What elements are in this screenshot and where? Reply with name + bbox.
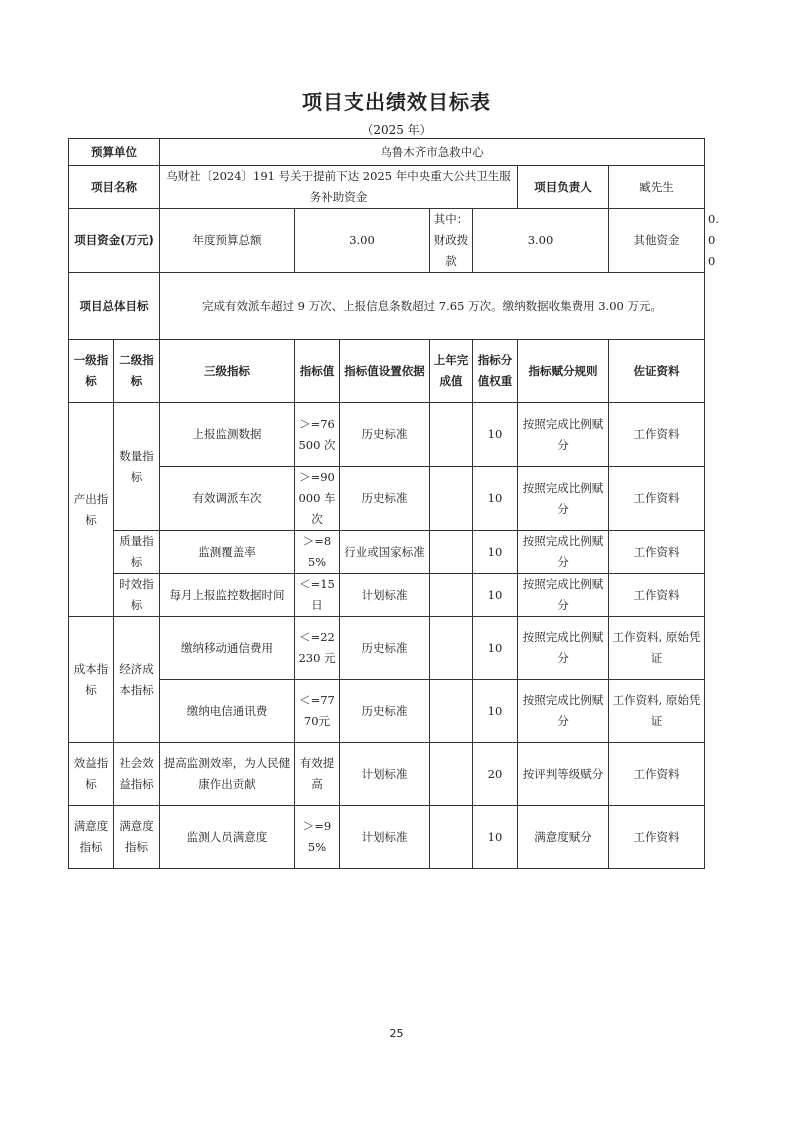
indicator-value: ＜=7770元 xyxy=(295,680,340,743)
level2-cost-economic: 经济成本指标 xyxy=(114,617,160,743)
overall-goal-label: 项目总体目标 xyxy=(69,273,160,340)
level1-satisfaction: 满意度指标 xyxy=(69,806,114,869)
level2-output-timeliness: 时效指标 xyxy=(114,574,160,617)
annual-budget-value: 3.00 xyxy=(295,209,430,273)
indicator-last-year xyxy=(430,467,473,531)
page-number: 25 xyxy=(389,1027,404,1040)
level2-output-quantity: 数量指标 xyxy=(114,403,160,531)
indicator-rule: 按照完成比例赋分 xyxy=(518,531,609,574)
indicator-basis: 历史标准 xyxy=(340,403,430,467)
indicator-value: ＞=95% xyxy=(295,806,340,869)
table-row xyxy=(69,467,705,531)
indicator-value: 有效提高 xyxy=(295,743,340,806)
indicator-rule: 按评判等级赋分 xyxy=(518,743,609,806)
indicator-last-year xyxy=(430,743,473,806)
indicator-evidence: 工作资料 xyxy=(609,403,705,467)
overall-goal-value: 完成有效派车超过 9 万次、上报信息条数超过 7.65 万次。缴纳数据收集费用 3.00 万元。 xyxy=(160,273,705,340)
indicator-weight: 20 xyxy=(473,743,518,806)
project-owner-value: 臧先生 xyxy=(609,166,705,209)
indicator-evidence: 工作资料 xyxy=(609,806,705,869)
table-row xyxy=(69,806,705,869)
indicator-basis: 计划标准 xyxy=(340,574,430,617)
project-owner-label: 项目负责人 xyxy=(518,166,609,209)
table-row xyxy=(69,617,705,680)
header-level2: 二级指标 xyxy=(114,340,160,403)
table-row xyxy=(69,531,705,574)
document-year: （2025 年） xyxy=(361,123,432,137)
indicator-basis: 计划标准 xyxy=(340,743,430,806)
header-scoring: 指标赋分规则 xyxy=(518,340,609,403)
indicator-basis: 历史标准 xyxy=(340,467,430,531)
indicator-name: 有效调派车次 xyxy=(160,467,295,531)
indicator-name: 缴纳移动通信费用 xyxy=(160,617,295,680)
indicator-rule: 按照完成比例赋分 xyxy=(518,403,609,467)
header-level3: 三级指标 xyxy=(160,340,295,403)
indicator-value: ＜=22230 元 xyxy=(295,617,340,680)
indicator-weight: 10 xyxy=(473,531,518,574)
budget-unit-label: 预算单位 xyxy=(69,139,160,166)
indicator-name: 缴纳电信通讯费 xyxy=(160,680,295,743)
indicator-value: ＞=85% xyxy=(295,531,340,574)
indicator-name: 提高监测效率，为人民健康作出贡献 xyxy=(160,743,295,806)
level1-cost: 成本指标 xyxy=(69,617,114,743)
indicator-evidence: 工作资料 xyxy=(609,531,705,574)
indicator-rule: 满意度赋分 xyxy=(518,806,609,869)
table-row xyxy=(69,403,705,467)
level2-satisfaction: 满意度指标 xyxy=(114,806,160,869)
level2-benefit-social: 社会效益指标 xyxy=(114,743,160,806)
indicator-weight: 10 xyxy=(473,617,518,680)
indicator-value: ＜=15日 xyxy=(295,574,340,617)
indicator-basis: 历史标准 xyxy=(340,617,430,680)
indicator-evidence: 工作资料 xyxy=(609,743,705,806)
header-weight: 指标分值权重 xyxy=(473,340,518,403)
level1-output: 产出指标 xyxy=(69,403,114,617)
indicator-last-year xyxy=(430,403,473,467)
project-funds-label: 项目资金(万元) xyxy=(69,209,160,273)
indicator-last-year xyxy=(430,680,473,743)
indicator-value: ＞=90000 车次 xyxy=(295,467,340,531)
indicator-name: 上报监测数据 xyxy=(160,403,295,467)
indicator-evidence: 工作资料 xyxy=(609,574,705,617)
indicator-last-year xyxy=(430,574,473,617)
table-row xyxy=(69,680,705,743)
header-basis: 指标值设置依据 xyxy=(340,340,430,403)
table-row xyxy=(69,574,705,617)
fiscal-allocation-label: 其中：财政拨款 xyxy=(430,209,473,273)
indicator-name: 每月上报监控数据时间 xyxy=(160,574,295,617)
indicator-last-year xyxy=(430,531,473,574)
header-evidence: 佐证资料 xyxy=(609,340,705,403)
indicator-weight: 10 xyxy=(473,574,518,617)
indicator-rule: 按照完成比例赋分 xyxy=(518,617,609,680)
indicator-value: ＞=76500 次 xyxy=(295,403,340,467)
indicator-evidence: 工作资料, 原始凭证 xyxy=(609,680,705,743)
header-level1: 一级指标 xyxy=(69,340,114,403)
header-last-year: 上年完成值 xyxy=(430,340,473,403)
indicator-last-year xyxy=(430,617,473,680)
indicator-basis: 行业或国家标准 xyxy=(340,531,430,574)
indicator-basis: 历史标准 xyxy=(340,680,430,743)
annual-budget-label: 年度预算总额 xyxy=(160,209,295,273)
indicator-last-year xyxy=(430,806,473,869)
indicator-name: 监测人员满意度 xyxy=(160,806,295,869)
project-name-value: 乌财社〔2024〕191 号关于提前下达 2025 年中央重大公共卫生服务补助资金 xyxy=(160,166,518,209)
project-name-label: 项目名称 xyxy=(69,166,160,209)
indicator-weight: 10 xyxy=(473,680,518,743)
indicator-weight: 10 xyxy=(473,467,518,531)
budget-unit-value: 乌鲁木齐市急救中心 xyxy=(160,139,705,166)
indicator-name: 监测覆盖率 xyxy=(160,531,295,574)
indicator-evidence: 工作资料 xyxy=(609,467,705,531)
indicator-rule: 按照完成比例赋分 xyxy=(518,680,609,743)
fiscal-allocation-value: 3.00 xyxy=(473,209,609,273)
header-target-value: 指标值 xyxy=(295,340,340,403)
indicator-evidence: 工作资料, 原始凭证 xyxy=(609,617,705,680)
table-row xyxy=(69,743,705,806)
document-title: 项目支出绩效目标表 xyxy=(302,90,491,114)
indicator-weight: 10 xyxy=(473,806,518,869)
other-funds-label: 其他资金 xyxy=(609,209,705,273)
level2-output-quality: 质量指标 xyxy=(114,531,160,574)
indicator-weight: 10 xyxy=(473,403,518,467)
indicator-rule: 按照完成比例赋分 xyxy=(518,467,609,531)
indicator-rule: 按照完成比例赋分 xyxy=(518,574,609,617)
performance-target-table: 预算单位 乌鲁木齐市急救中心 项目名称 乌财社〔2024〕191 号关于提前下达 2025 年中央重大公共卫生服务补助资金 项目负责人 臧先生 项目资金(万元) 年度预算总额 3.00 其中：财政拨款 3.00 其他资金 0.00 项目总体目标 完成有效派车超过 9 万次、上报信息条数超过 7.65 万次。缴纳数据收集费用 3.00 万元。 一级指标 二级指标 三级指标 指标值 指标值设置依据 上年完成值 指标分值权重 指标赋分规则 佐证资料 产出指标 数量指标 上报监测数据 ＞=76500 次 历史标准 10 按照完成比例赋分 工作资料 有效调派车次 ＞=90000 车次 历史标准 10 按照完成比例赋分 工作资料 质量指标 监测覆盖率 ＞=85% 行业或国家标准 10 按照完成比例赋分 工作资料 时效指标 每月上报监控数据时间 ＜=15日 计划标准 10 按照完成比例赋分 工作资料 成本指标 经济成本指标 缴纳移动通信费用 ＜=22230 元 历史标准 10 按照完成比例赋分 工作资料, 原始凭证 缴纳电信通讯费 ＜=7770元 历史标准 10 按照完成比例赋分 工作资料, 原始凭证 效益指标 社会效益指标 提高监测效率，为人民健康作出贡献 有效提高 计划标准 20 按评判等级赋分 工作资料 满意度指标 满意度指标 监测人员满意度 ＞=95% 计划标准 10 满意度赋分 工作资料 xyxy=(68,138,705,869)
level1-benefit: 效益指标 xyxy=(69,743,114,806)
indicator-basis: 计划标准 xyxy=(340,806,430,869)
